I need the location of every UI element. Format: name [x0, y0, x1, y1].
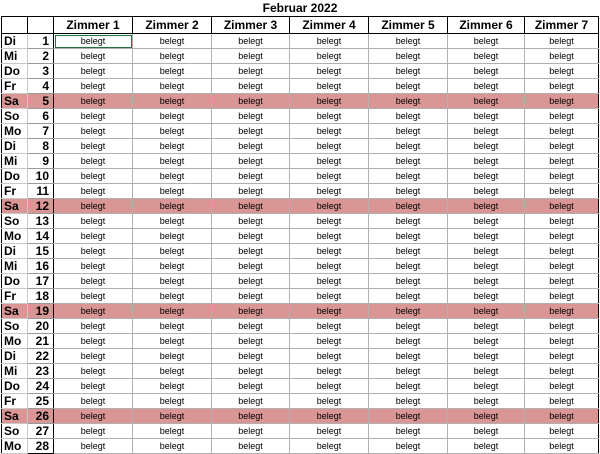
- booking-cell[interactable]: belegt: [525, 439, 599, 454]
- day-number-cell[interactable]: 3: [28, 64, 54, 79]
- booking-cell[interactable]: belegt: [133, 199, 212, 214]
- booking-cell[interactable]: belegt: [54, 274, 133, 289]
- booking-cell[interactable]: belegt: [212, 364, 290, 379]
- day-number-cell[interactable]: 11: [28, 184, 54, 199]
- column-header-zimmer-6[interactable]: Zimmer 6: [448, 17, 525, 34]
- booking-cell[interactable]: belegt: [133, 229, 212, 244]
- booking-cell[interactable]: belegt: [133, 409, 212, 424]
- table-row: [2, 379, 599, 394]
- booking-cell[interactable]: belegt: [369, 349, 448, 364]
- booking-cell[interactable]: belegt: [448, 139, 525, 154]
- booking-cell[interactable]: belegt: [212, 334, 290, 349]
- table-row: [2, 364, 599, 379]
- booking-cell[interactable]: belegt: [525, 349, 599, 364]
- booking-cell[interactable]: belegt: [525, 199, 599, 214]
- booking-cell[interactable]: belegt: [133, 424, 212, 439]
- booking-cell[interactable]: belegt: [212, 349, 290, 364]
- booking-cell[interactable]: belegt: [448, 94, 525, 109]
- day-number-cell[interactable]: 6: [28, 109, 54, 124]
- weekday-cell[interactable]: So: [2, 109, 28, 124]
- booking-cell[interactable]: belegt: [448, 334, 525, 349]
- booking-cell[interactable]: belegt: [525, 79, 599, 94]
- table-row: [2, 109, 599, 124]
- day-number-cell[interactable]: 20: [28, 319, 54, 334]
- booking-cell[interactable]: belegt: [212, 304, 290, 319]
- column-header-zimmer-7[interactable]: Zimmer 7: [525, 17, 599, 34]
- weekday-cell[interactable]: Mi: [2, 154, 28, 169]
- booking-cell[interactable]: belegt: [290, 169, 369, 184]
- day-number-cell[interactable]: 9: [28, 154, 54, 169]
- booking-cell[interactable]: belegt: [212, 79, 290, 94]
- booking-cell[interactable]: belegt: [133, 394, 212, 409]
- booking-cell[interactable]: belegt: [133, 244, 212, 259]
- booking-cell[interactable]: belegt: [133, 49, 212, 64]
- weekday-cell[interactable]: Do: [2, 274, 28, 289]
- table-row: [2, 34, 599, 49]
- booking-cell[interactable]: belegt: [54, 304, 133, 319]
- booking-cell[interactable]: belegt: [525, 274, 599, 289]
- booking-cell[interactable]: belegt: [369, 94, 448, 109]
- day-number-cell[interactable]: 22: [28, 349, 54, 364]
- booking-cell[interactable]: belegt: [369, 34, 448, 49]
- booking-cell[interactable]: belegt: [290, 79, 369, 94]
- booking-cell[interactable]: belegt: [212, 214, 290, 229]
- booking-cell[interactable]: belegt: [525, 424, 599, 439]
- booking-cell[interactable]: belegt: [369, 184, 448, 199]
- booking-cell[interactable]: belegt: [369, 334, 448, 349]
- booking-cell[interactable]: belegt: [525, 304, 599, 319]
- booking-cell[interactable]: belegt: [448, 124, 525, 139]
- booking-cell[interactable]: belegt: [290, 214, 369, 229]
- booking-cell[interactable]: belegt: [525, 184, 599, 199]
- booking-cell[interactable]: belegt: [525, 139, 599, 154]
- booking-cell[interactable]: belegt: [448, 379, 525, 394]
- booking-cell[interactable]: belegt: [54, 229, 133, 244]
- booking-cell[interactable]: belegt: [54, 439, 133, 454]
- booking-cell[interactable]: belegt: [133, 154, 212, 169]
- booking-cell[interactable]: belegt: [212, 94, 290, 109]
- booking-cell[interactable]: belegt: [448, 214, 525, 229]
- booking-cell[interactable]: belegt: [369, 64, 448, 79]
- booking-cell[interactable]: belegt: [525, 259, 599, 274]
- booking-cell[interactable]: belegt: [448, 49, 525, 64]
- booking-cell[interactable]: belegt: [290, 409, 369, 424]
- booking-cell[interactable]: belegt: [448, 409, 525, 424]
- booking-cell[interactable]: belegt: [54, 154, 133, 169]
- booking-cell[interactable]: belegt: [369, 259, 448, 274]
- weekday-cell[interactable]: So: [2, 214, 28, 229]
- booking-cell[interactable]: belegt: [54, 109, 133, 124]
- day-number-cell[interactable]: 25: [28, 394, 54, 409]
- day-number-cell[interactable]: 24: [28, 379, 54, 394]
- table-row: [2, 79, 599, 94]
- day-number-cell[interactable]: 4: [28, 79, 54, 94]
- booking-cell[interactable]: belegt: [290, 349, 369, 364]
- booking-cell[interactable]: belegt: [525, 49, 599, 64]
- column-header-zimmer-3[interactable]: Zimmer 3: [212, 17, 290, 34]
- weekday-cell[interactable]: Sa: [2, 409, 28, 424]
- booking-cell[interactable]: belegt: [133, 109, 212, 124]
- booking-cell[interactable]: belegt: [448, 244, 525, 259]
- day-number-cell[interactable]: 14: [28, 229, 54, 244]
- table-row: [2, 184, 599, 199]
- booking-cell[interactable]: belegt: [212, 34, 290, 49]
- booking-cell[interactable]: belegt: [133, 79, 212, 94]
- booking-cell[interactable]: belegt: [290, 139, 369, 154]
- booking-cell[interactable]: belegt: [54, 64, 133, 79]
- booking-cell[interactable]: belegt: [290, 199, 369, 214]
- booking-cell[interactable]: belegt: [290, 229, 369, 244]
- booking-cell[interactable]: belegt: [290, 49, 369, 64]
- booking-cell[interactable]: belegt: [54, 319, 133, 334]
- header-row: [2, 17, 599, 34]
- booking-cell[interactable]: belegt: [54, 379, 133, 394]
- booking-cell[interactable]: belegt: [54, 169, 133, 184]
- booking-cell[interactable]: belegt: [448, 229, 525, 244]
- booking-cell[interactable]: belegt: [133, 274, 212, 289]
- booking-cell[interactable]: belegt: [525, 124, 599, 139]
- booking-cell[interactable]: belegt: [133, 439, 212, 454]
- booking-cell[interactable]: belegt: [290, 424, 369, 439]
- booking-cell[interactable]: belegt: [448, 304, 525, 319]
- weekday-cell[interactable]: Fr: [2, 184, 28, 199]
- day-number-cell[interactable]: 8: [28, 139, 54, 154]
- booking-cell[interactable]: belegt: [54, 139, 133, 154]
- booking-cell[interactable]: belegt: [133, 139, 212, 154]
- weekday-cell[interactable]: Mi: [2, 49, 28, 64]
- table-row: [2, 49, 599, 64]
- booking-cell[interactable]: belegt: [54, 394, 133, 409]
- weekday-cell[interactable]: Sa: [2, 199, 28, 214]
- booking-cell[interactable]: belegt: [212, 229, 290, 244]
- booking-cell[interactable]: belegt: [369, 109, 448, 124]
- booking-cell[interactable]: belegt: [448, 364, 525, 379]
- booking-cell[interactable]: belegt: [525, 64, 599, 79]
- title-row: [2, 0, 599, 17]
- booking-cell[interactable]: belegt: [369, 319, 448, 334]
- booking-cell[interactable]: belegt: [525, 244, 599, 259]
- booking-cell[interactable]: belegt: [369, 169, 448, 184]
- booking-cell[interactable]: belegt: [212, 109, 290, 124]
- table-row: [2, 169, 599, 184]
- weekday-cell[interactable]: So: [2, 319, 28, 334]
- booking-cell[interactable]: belegt: [448, 319, 525, 334]
- booking-cell[interactable]: belegt: [54, 259, 133, 274]
- booking-cell[interactable]: belegt: [448, 289, 525, 304]
- booking-cell[interactable]: belegt: [133, 34, 212, 49]
- booking-cell[interactable]: belegt: [290, 64, 369, 79]
- booking-cell[interactable]: belegt: [133, 124, 212, 139]
- booking-cell[interactable]: belegt: [212, 439, 290, 454]
- day-number-cell[interactable]: 16: [28, 259, 54, 274]
- day-number-cell[interactable]: 7: [28, 124, 54, 139]
- day-number-cell[interactable]: 18: [28, 289, 54, 304]
- booking-cell[interactable]: belegt: [369, 364, 448, 379]
- weekday-cell[interactable]: Di: [2, 34, 28, 49]
- day-number-cell[interactable]: 12: [28, 199, 54, 214]
- booking-cell[interactable]: belegt: [290, 364, 369, 379]
- booking-cell[interactable]: belegt: [133, 94, 212, 109]
- booking-cell[interactable]: belegt: [290, 379, 369, 394]
- booking-cell[interactable]: belegt: [448, 34, 525, 49]
- booking-cell[interactable]: belegt: [212, 49, 290, 64]
- booking-cell[interactable]: belegt: [448, 154, 525, 169]
- table-row: [2, 259, 599, 274]
- booking-cell[interactable]: belegt: [54, 79, 133, 94]
- booking-cell[interactable]: belegt: [525, 169, 599, 184]
- weekday-cell[interactable]: Fr: [2, 79, 28, 94]
- booking-cell[interactable]: belegt: [212, 154, 290, 169]
- booking-cell[interactable]: belegt: [54, 334, 133, 349]
- booking-cell[interactable]: belegt: [212, 319, 290, 334]
- booking-cell[interactable]: belegt: [369, 289, 448, 304]
- booking-cell[interactable]: belegt: [369, 379, 448, 394]
- booking-cell[interactable]: belegt: [448, 259, 525, 274]
- booking-cell[interactable]: belegt: [133, 334, 212, 349]
- booking-cell[interactable]: belegt: [369, 304, 448, 319]
- weekday-cell[interactable]: Do: [2, 169, 28, 184]
- booking-cell[interactable]: belegt: [212, 259, 290, 274]
- booking-cell[interactable]: belegt: [54, 349, 133, 364]
- day-number-cell[interactable]: 28: [28, 439, 54, 454]
- booking-cell[interactable]: belegt: [212, 424, 290, 439]
- booking-cell[interactable]: belegt: [448, 424, 525, 439]
- day-number-cell[interactable]: 10: [28, 169, 54, 184]
- sheet-title[interactable]: Februar 2022: [262, 1, 338, 15]
- booking-cell[interactable]: belegt: [133, 289, 212, 304]
- booking-cell[interactable]: belegt: [525, 154, 599, 169]
- booking-cell[interactable]: belegt: [212, 139, 290, 154]
- booking-cell[interactable]: belegt: [212, 289, 290, 304]
- booking-cell[interactable]: belegt: [290, 394, 369, 409]
- booking-cell[interactable]: belegt: [525, 409, 599, 424]
- weekday-cell[interactable]: Di: [2, 139, 28, 154]
- table-row: [2, 64, 599, 79]
- table-row: [2, 244, 599, 259]
- booking-cell[interactable]: belegt: [133, 319, 212, 334]
- booking-cell[interactable]: belegt: [525, 319, 599, 334]
- weekday-cell[interactable]: Do: [2, 64, 28, 79]
- booking-cell[interactable]: belegt: [133, 184, 212, 199]
- booking-cell[interactable]: belegt: [369, 79, 448, 94]
- booking-cell[interactable]: belegt: [369, 139, 448, 154]
- booking-cell[interactable]: belegt: [54, 199, 133, 214]
- header-blank-weekday[interactable]: [2, 17, 28, 34]
- booking-cell[interactable]: belegt: [448, 274, 525, 289]
- booking-cell[interactable]: belegt: [290, 334, 369, 349]
- day-number-cell[interactable]: 13: [28, 214, 54, 229]
- weekday-cell[interactable]: Sa: [2, 304, 28, 319]
- selected-booking-cell[interactable]: belegt: [54, 34, 133, 49]
- weekday-cell[interactable]: Mo: [2, 334, 28, 349]
- booking-cell[interactable]: belegt: [212, 244, 290, 259]
- day-number-cell[interactable]: 15: [28, 244, 54, 259]
- table-row: [2, 319, 599, 334]
- table-row: [2, 349, 599, 364]
- booking-cell[interactable]: belegt: [525, 334, 599, 349]
- booking-cell[interactable]: belegt: [369, 394, 448, 409]
- table-row: [2, 274, 599, 289]
- booking-cell[interactable]: belegt: [54, 364, 133, 379]
- booking-cell[interactable]: belegt: [448, 349, 525, 364]
- weekday-cell[interactable]: Sa: [2, 94, 28, 109]
- booking-cell[interactable]: belegt: [290, 109, 369, 124]
- booking-cell[interactable]: belegt: [212, 409, 290, 424]
- booking-cell[interactable]: belegt: [369, 229, 448, 244]
- booking-cell[interactable]: belegt: [133, 379, 212, 394]
- booking-cell[interactable]: belegt: [54, 409, 133, 424]
- table-row: [2, 124, 599, 139]
- booking-cell[interactable]: belegt: [290, 244, 369, 259]
- booking-cell[interactable]: belegt: [133, 364, 212, 379]
- spreadsheet-grid: [1, 0, 599, 454]
- booking-cell[interactable]: belegt: [369, 244, 448, 259]
- booking-cell[interactable]: belegt: [212, 199, 290, 214]
- day-number-cell[interactable]: 17: [28, 274, 54, 289]
- booking-cell[interactable]: belegt: [448, 79, 525, 94]
- booking-cell[interactable]: belegt: [369, 214, 448, 229]
- weekday-cell[interactable]: Fr: [2, 289, 28, 304]
- weekday-cell[interactable]: Di: [2, 244, 28, 259]
- booking-cell[interactable]: belegt: [212, 394, 290, 409]
- day-number-cell[interactable]: 23: [28, 364, 54, 379]
- booking-cell[interactable]: belegt: [369, 124, 448, 139]
- booking-cell[interactable]: belegt: [290, 304, 369, 319]
- booking-cell[interactable]: belegt: [290, 154, 369, 169]
- table-row: [2, 424, 599, 439]
- booking-cell[interactable]: belegt: [525, 289, 599, 304]
- day-number-cell[interactable]: 1: [28, 34, 54, 49]
- booking-cell[interactable]: belegt: [369, 274, 448, 289]
- booking-cell[interactable]: belegt: [525, 34, 599, 49]
- booking-cell[interactable]: belegt: [133, 169, 212, 184]
- booking-cell[interactable]: belegt: [290, 184, 369, 199]
- table-row: [2, 334, 599, 349]
- weekday-cell[interactable]: Fr: [2, 394, 28, 409]
- booking-cell[interactable]: belegt: [133, 349, 212, 364]
- booking-cell[interactable]: belegt: [448, 199, 525, 214]
- booking-cell[interactable]: belegt: [369, 199, 448, 214]
- table-row: [2, 409, 599, 424]
- booking-cell[interactable]: belegt: [290, 319, 369, 334]
- booking-cell[interactable]: belegt: [212, 169, 290, 184]
- table-row: [2, 439, 599, 454]
- booking-cell[interactable]: belegt: [525, 364, 599, 379]
- booking-cell[interactable]: belegt: [54, 244, 133, 259]
- table-row: [2, 94, 599, 109]
- booking-cell[interactable]: belegt: [133, 214, 212, 229]
- booking-cell[interactable]: belegt: [369, 439, 448, 454]
- booking-cell[interactable]: belegt: [525, 214, 599, 229]
- booking-cell[interactable]: belegt: [133, 64, 212, 79]
- column-header-zimmer-4[interactable]: Zimmer 4: [290, 17, 369, 34]
- weekday-cell[interactable]: Mi: [2, 259, 28, 274]
- booking-cell[interactable]: belegt: [290, 439, 369, 454]
- booking-cell[interactable]: belegt: [54, 214, 133, 229]
- table-row: [2, 289, 599, 304]
- table-row: [2, 304, 599, 319]
- booking-cell[interactable]: belegt: [54, 49, 133, 64]
- booking-cell[interactable]: belegt: [133, 304, 212, 319]
- booking-cell[interactable]: belegt: [212, 184, 290, 199]
- booking-cell[interactable]: belegt: [525, 394, 599, 409]
- booking-cell[interactable]: belegt: [448, 109, 525, 124]
- day-number-cell[interactable]: 19: [28, 304, 54, 319]
- booking-cell[interactable]: belegt: [212, 379, 290, 394]
- booking-cell[interactable]: belegt: [448, 169, 525, 184]
- booking-cell[interactable]: belegt: [290, 274, 369, 289]
- booking-cell[interactable]: belegt: [54, 424, 133, 439]
- booking-cell[interactable]: belegt: [448, 439, 525, 454]
- booking-cell[interactable]: belegt: [54, 124, 133, 139]
- table-row: [2, 154, 599, 169]
- day-number-cell[interactable]: 26: [28, 409, 54, 424]
- booking-cell[interactable]: belegt: [369, 49, 448, 64]
- booking-cell[interactable]: belegt: [54, 184, 133, 199]
- table-row: [2, 214, 599, 229]
- booking-cell[interactable]: belegt: [290, 124, 369, 139]
- booking-cell[interactable]: belegt: [525, 379, 599, 394]
- column-header-zimmer-2[interactable]: Zimmer 2: [133, 17, 212, 34]
- booking-cell[interactable]: belegt: [133, 259, 212, 274]
- table-row: [2, 199, 599, 214]
- booking-cell[interactable]: belegt: [212, 64, 290, 79]
- table-row: [2, 394, 599, 409]
- booking-cell[interactable]: belegt: [369, 154, 448, 169]
- booking-cell[interactable]: belegt: [448, 394, 525, 409]
- header-blank-day[interactable]: [28, 17, 54, 34]
- table-row: [2, 139, 599, 154]
- booking-cell[interactable]: belegt: [54, 94, 133, 109]
- day-number-cell[interactable]: 21: [28, 334, 54, 349]
- weekday-cell[interactable]: Do: [2, 379, 28, 394]
- day-number-cell[interactable]: 2: [28, 49, 54, 64]
- booking-cell[interactable]: belegt: [290, 34, 369, 49]
- day-number-cell[interactable]: 5: [28, 94, 54, 109]
- day-number-cell[interactable]: 27: [28, 424, 54, 439]
- booking-cell[interactable]: belegt: [369, 409, 448, 424]
- booking-cell[interactable]: belegt: [290, 259, 369, 274]
- table-row: [2, 229, 599, 244]
- booking-cell[interactable]: belegt: [212, 124, 290, 139]
- booking-cell[interactable]: belegt: [369, 424, 448, 439]
- booking-cell[interactable]: belegt: [212, 274, 290, 289]
- weekday-cell[interactable]: Di: [2, 349, 28, 364]
- weekday-cell[interactable]: So: [2, 424, 28, 439]
- column-header-zimmer-1[interactable]: Zimmer 1: [54, 17, 133, 34]
- booking-cell[interactable]: belegt: [290, 94, 369, 109]
- booking-cell[interactable]: belegt: [54, 289, 133, 304]
- booking-cell[interactable]: belegt: [290, 289, 369, 304]
- weekday-cell[interactable]: Mo: [2, 439, 28, 454]
- weekday-cell[interactable]: Mo: [2, 229, 28, 244]
- booking-cell[interactable]: belegt: [448, 64, 525, 79]
- weekday-cell[interactable]: Mi: [2, 364, 28, 379]
- booking-cell[interactable]: belegt: [525, 94, 599, 109]
- booking-cell[interactable]: belegt: [448, 184, 525, 199]
- booking-cell[interactable]: belegt: [525, 229, 599, 244]
- weekday-cell[interactable]: Mo: [2, 124, 28, 139]
- booking-cell[interactable]: belegt: [525, 109, 599, 124]
- column-header-zimmer-5[interactable]: Zimmer 5: [369, 17, 448, 34]
